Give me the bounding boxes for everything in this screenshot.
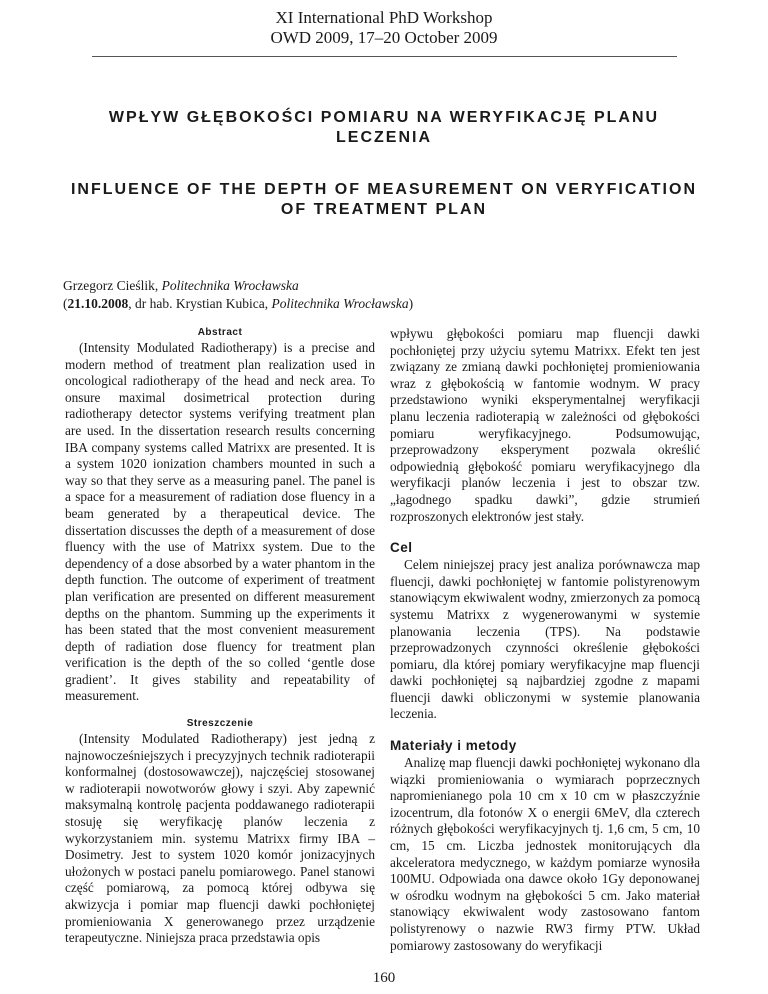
supervisor-affiliation: Politechnika Wrocławska	[271, 296, 409, 311]
author-affiliation: Politechnika Wrocławska	[161, 278, 299, 293]
running-header-event: OWD 2009, 17–20 October 2009	[270, 28, 498, 47]
author-name: Grzegorz Cieślik,	[63, 278, 162, 293]
submission-date: 21.10.2008	[67, 296, 129, 311]
materialy-text: Analizę map fluencji dawki pochłoniętej wykonano dla wiązki promieniowania o wymiarach poprzecznych napromienianego pola 10 cm x 10 cm w płaszczyźnie izocentrum, dla fotonów X o energii 6MeV, dla czterech różnych głębokości weryfikacyjnych tj. 1,6 cm, 5 cm, 10 cm, 15 cm. Liczba jednostek monitorujących dla akceleratora medycznego, w każdym pomiarze wynosiła 100MU. Odpowiada ona dawce około 1Gy deponowanej w ośrodku wodnym na głębokości 5 cm. Jako materiał stanowiący ekwiwalent wody zastosowano fantom polistyrenowy o nazwie RW3 firmy PTW. Układ pomiarowy zastosowany do weryfikacji	[390, 755, 700, 953]
open-paren: (	[63, 296, 68, 311]
streszczenie-text: (Intensity Modulated Radiotherapy) jest jedną z najnowocześniejszych i precyzyjnych technik radioterapii konformalnej (dostosowawczej), najczęściej stosowanej w radioterapii nowotworów głowy i szyi. Aby zapewnić maksymalną kontrolę pacjenta poddawanego radioterapii stosuję się weryfikację planów leczenia z wykorzystaniem min. systemu Matrixx firmy IBA – Dosimetry. Jest to system 1020 komór jonizacyjnych ułożonych w postaci panelu pomiarowego. Panel stanowi część pomiarową, za pomocą której odbywa się akwizycja i pomiar map fluencji dawki pochłoniętej promieniowania X generowanego przez urządzenie terapeutyczne. Niniejsza praca przedstawia opis	[65, 731, 375, 946]
section-heading-materialy: Materiały i metody	[390, 738, 517, 754]
header-rule	[92, 56, 677, 57]
page-number: 160	[372, 970, 396, 986]
abstract-heading: Abstract	[197, 327, 243, 338]
streszczenie-heading: Streszczenie	[186, 718, 254, 730]
section-heading-cel: Cel	[390, 540, 413, 556]
abstract-text: (Intensity Modulated Radiotherapy) is a precise and modern method of treatment plan realization used in oncological radiotherapy of the head and neck area. To onsure maximal dosimetrical protection during radiotherapy detector systems verifying treatment plan are used. In the dissertation research results concerning IBA company systems called Matrixx are presented. It is a system 1020 ionization chambers mounted in such a way so that they serve as a measuring panel. The panel is a space for a measurement of radiation dose fluency in a beam generated by a therapeutical device. The dissertation discusses the depth of a measurement of dose fluency with the use of Matrixx system. Due to the dependency of a dose absorbed by a water phantom in the depth function. The outcome of experiment of treatment plan verification are presented on different measurement depths on the phantom. Summing up the experiments it has been stated that the most convenient measurement depth of radiation dose fluency for treatment plan verification is the depth of the so colled ‘gentle dose gradient’. It gives stability and repeatability of measurement.	[65, 340, 375, 704]
close-paren: )	[408, 296, 414, 311]
cel-text: Celem niniejszej pracy jest analiza porównawcza map fluencji, dawki pochłoniętej w fantomie polistyrenowym stanowiącym ekwiwalent wodny, zmierzonych za pomocą systemu Matrixx z wygenerowanymi w systemie planowania leczenia (TPS). Na podstawie przeprowadzonych czynności określenie głębokości pomiaru, dla której pomiary weryfikacyjne map fluencji dawki pochłoniętej są najbardziej zgodne z mapami fluencji dawki obliczonymi w systemie planowania leczenia.	[390, 557, 700, 722]
streszczenie-continuation: wpływu głębokości pomiaru map fluencji dawki pochłoniętej przy użyciu sytemu Matrixx. Efekt ten jest związany ze zmianą dawki pochłoniętej promieniowania wraz z głębokością w fantomie wodnym. W pracy przedstawiono wyniki eksperymentalnej weryfikacji planu leczenia radioterapią w zależności od głębokości pomiaru weryfikacyjnego. Podsumowując, przeprowadzony eksperyment pozwala określić odpowiednią głębokość pomiaru weryfikacyjnego dla weryfikacji planów leczenia i jest to obszar tzw. „łagodnego spadku dawki”, gdzie strumień rozproszonych elektronów jest stały.	[390, 326, 700, 524]
paper-title-polish: WPŁYW GŁĘBOKOŚCI POMIARU NA WERYFIKACJĘ PLANU LECZENIA	[108, 109, 660, 146]
supervisor-name: , dr hab. Krystian Kubica,	[128, 296, 272, 311]
left-column	[65, 326, 375, 947]
paper-title-english: INFLUENCE OF THE DEPTH OF MEASUREMENT ON VERYFICATION OF TREATMENT PLAN	[70, 181, 697, 218]
author-line	[63, 277, 703, 295]
running-header-workshop: XI International PhD Workshop	[275, 8, 493, 27]
right-column	[390, 326, 700, 954]
supervisor-line	[63, 295, 703, 313]
